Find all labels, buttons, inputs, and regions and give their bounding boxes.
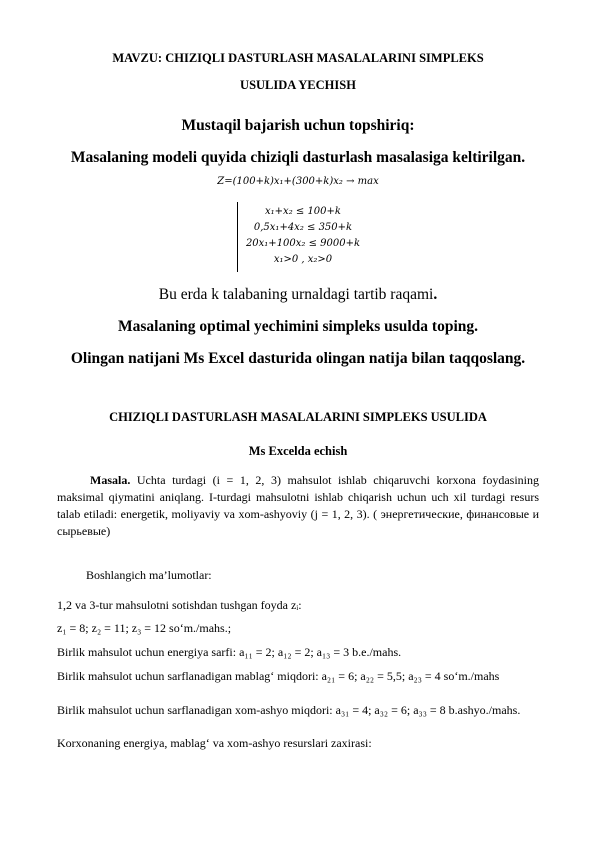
compare-instruction: Olingan natijani Ms Excel dasturida olingan natija bilan taqqoslang. [70, 350, 526, 367]
section-heading: CHIZIQLI DASTURLASH MASALALARINI SIMPLEKS USULIDA [109, 410, 487, 424]
objective-function: Z=(100+k)x₁+(300+k)x₂ → max [217, 176, 379, 187]
masala-text: Uchta turdagi (i = 1, 2, 3) mahsulot ishlab chiqaruvchi korxona foydasining maksimal qiymatini aniqlang. I-turdagi mahsulotni ishlab chiqarish uchun uch xil turdagi resurs talab etiladi: energetik, moliyaviy va xom-ashyoviy (j = 1, 2, 3). ( энергетические, финансовые и сырьевые) [57, 473, 539, 538]
k-note-text: Bu erda k talabaning urnaldagi tartib raqami [158, 286, 434, 303]
constraint-1: x₁+x₂ ≤ 100+k [265, 206, 341, 217]
initial-data-label: Boshlangich ma’lumotlar: [86, 568, 212, 582]
money-line: Birlik mahsulot uchun sarflanadigan mablag‘ miqdori: a₂₁ = 6; a₂₂ = 5,5; a₂₃ = 4 so‘m./mahs [57, 669, 500, 683]
solve-instruction: Masalaning optimal yechimini simpleks usulda toping. [117, 318, 479, 335]
section-subheading: Ms Excelda echish [248, 444, 348, 458]
raw-material-line: Birlik mahsulot uchun sarflanadigan xom-ashyo miqdori: a₃₁ = 4; a₃₂ = 6; a₃₃ = 8 b.ashyo./mahs. [57, 703, 521, 717]
k-note-period: . [433, 286, 438, 303]
model-intro: Masalaning modeli quyida chiziqli dasturlash masalasiga keltirilgan. [70, 149, 526, 166]
task-heading: Mustaqil bajarish uchun topshiriq: [181, 117, 415, 134]
profit-values: z₁ = 8; z₂ = 11; z₃ = 12 so‘m./mahs.; [57, 621, 232, 635]
k-note [40, 286, 556, 304]
constraint-2: 0,5x₁+4x₂ ≤ 350+k [253, 222, 353, 233]
energy-line: Birlik mahsulot uchun energiya sarfi: a₁₁ = 2; a₁₂ = 2; a₁₃ = 3 b.e./mahs. [57, 645, 402, 659]
constraint-system [237, 202, 368, 272]
masala-paragraph [57, 472, 539, 540]
profit-line: 1,2 va 3-tur mahsulotni sotishdan tushgan foyda zᵢ: [57, 598, 302, 612]
page-title-line-1: MAVZU: CHIZIQLI DASTURLASH MASALALARINI SIMPLEKS [112, 51, 484, 65]
page-title-line-2: USULIDA YECHISH [240, 78, 356, 92]
masala-label: Masala. [90, 473, 131, 487]
constraint-nonnegativity: x₁>0 , x₂>0 [273, 254, 333, 265]
constraint-3: 20x₁+100x₂ ≤ 9000+k [245, 238, 361, 249]
reserves-line: Korxonaning energiya, mablag‘ va xom-ashyo resurslari zaxirasi: [57, 736, 372, 750]
